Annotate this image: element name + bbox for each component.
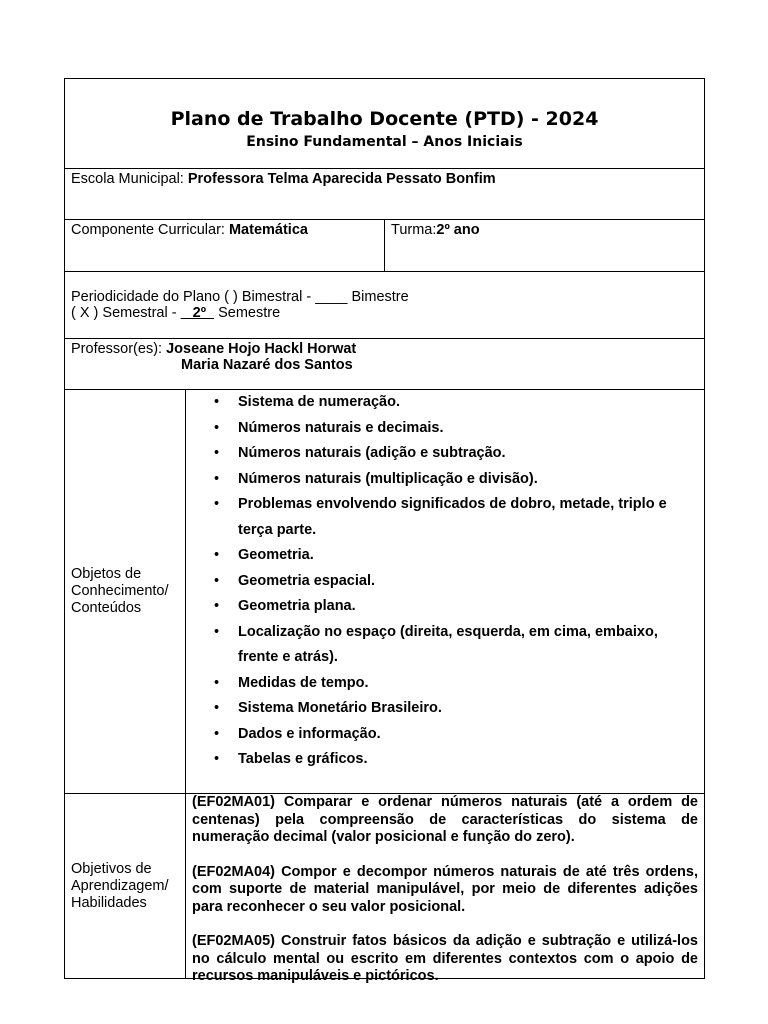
list-item: • Números naturais e decimais. xyxy=(186,416,704,442)
list-item: • Geometria espacial. xyxy=(186,569,704,595)
component-value: Matemática xyxy=(228,222,308,238)
skill-item: (EF02MA04) Compor e decompor números naturais de até três ordens, com suporte de material manipulável, por meio de diferentes adições para reconhecer o seu valor posicional. xyxy=(192,863,698,915)
teachers-label: Professor(es): xyxy=(71,341,163,357)
objects-row xyxy=(64,389,705,793)
document-subtitle: Ensino Fundamental – Anos Iniciais xyxy=(246,134,523,150)
period-cell xyxy=(64,271,705,338)
objects-list-cell xyxy=(186,390,704,793)
list-item: • Geometria plana. xyxy=(186,594,704,620)
skills-label-cell xyxy=(65,794,186,978)
teacher-name: Maria Nazaré dos Santos xyxy=(181,357,353,373)
objects-label-cell xyxy=(65,390,186,793)
document-title: Plano de Trabalho Docente (PTD) - 2024 xyxy=(170,108,599,130)
turma-cell xyxy=(385,220,704,271)
skill-item: (EF02MA05) Construir fatos básicos da adição e subtração e utilizá-los no cálculo mental ou escrito em diferentes contextos com o apoio de recursos manipuláveis e pictóricos. xyxy=(192,933,698,984)
period-semestral-suffix: Semestre xyxy=(214,305,281,321)
list-item: • Dados e informação. xyxy=(186,722,704,748)
list-item: • Medidas de tempo. xyxy=(186,671,704,697)
skill-item: (EF02MA01) Comparar e ordenar números naturais (até a ordem de centenas) pela compreensão de características do sistema de numeração decimal (valor posicional e função do zero). xyxy=(192,794,698,845)
period-bimestral-suffix: Bimestre xyxy=(347,289,409,305)
turma-value: 2º ano xyxy=(436,222,480,238)
list-item: • Localização no espaço (direita, esquerda, em cima, embaixo, frente e atrás). xyxy=(186,620,704,671)
period-semestral-value: 2º xyxy=(180,305,215,321)
period-bimestral-line xyxy=(71,289,698,305)
school-label: Escola Municipal: xyxy=(71,171,184,187)
skills-list-cell xyxy=(186,794,704,984)
header-cell xyxy=(64,78,705,168)
component-label: Componente Curricular: xyxy=(71,222,225,238)
component-row xyxy=(64,219,705,271)
period-semestral-prefix: ( X ) Semestral - xyxy=(71,305,181,321)
objects-label: Objetos de Conhecimento/ Conteúdos xyxy=(71,566,169,616)
teacher-name: Joseane Hojo Hackl Horwat xyxy=(166,341,357,357)
skills-row xyxy=(64,793,705,984)
list-item: • Sistema Monetário Brasileiro. xyxy=(186,696,704,722)
period-bimestral-prefix: Periodicidade do Plano ( ) Bimestral - xyxy=(71,289,316,305)
list-item: • Tabelas e gráficos. xyxy=(186,747,704,773)
teachers-cell xyxy=(64,338,705,389)
objects-list xyxy=(186,390,704,773)
period-semestral-line xyxy=(71,305,698,321)
list-item: • Problemas envolvendo significados de dobro, metade, triplo e terça parte. xyxy=(186,492,704,543)
skills-label: Objetivos de Aprendizagem/ Habilidades xyxy=(71,860,169,911)
school-cell xyxy=(64,168,705,219)
list-item: • Sistema de numeração. xyxy=(186,390,704,416)
turma-label: Turma: xyxy=(391,222,437,238)
school-name: Professora Telma Aparecida Pessato Bonfim xyxy=(187,171,496,187)
component-cell xyxy=(65,220,385,271)
ptd-document xyxy=(64,78,705,984)
list-item: • Geometria. xyxy=(186,543,704,569)
list-item: • Números naturais (adição e subtração. xyxy=(186,441,704,467)
period-bimestral-blank: ____ xyxy=(315,289,348,305)
list-item: • Números naturais (multiplicação e divisão). xyxy=(186,467,704,493)
